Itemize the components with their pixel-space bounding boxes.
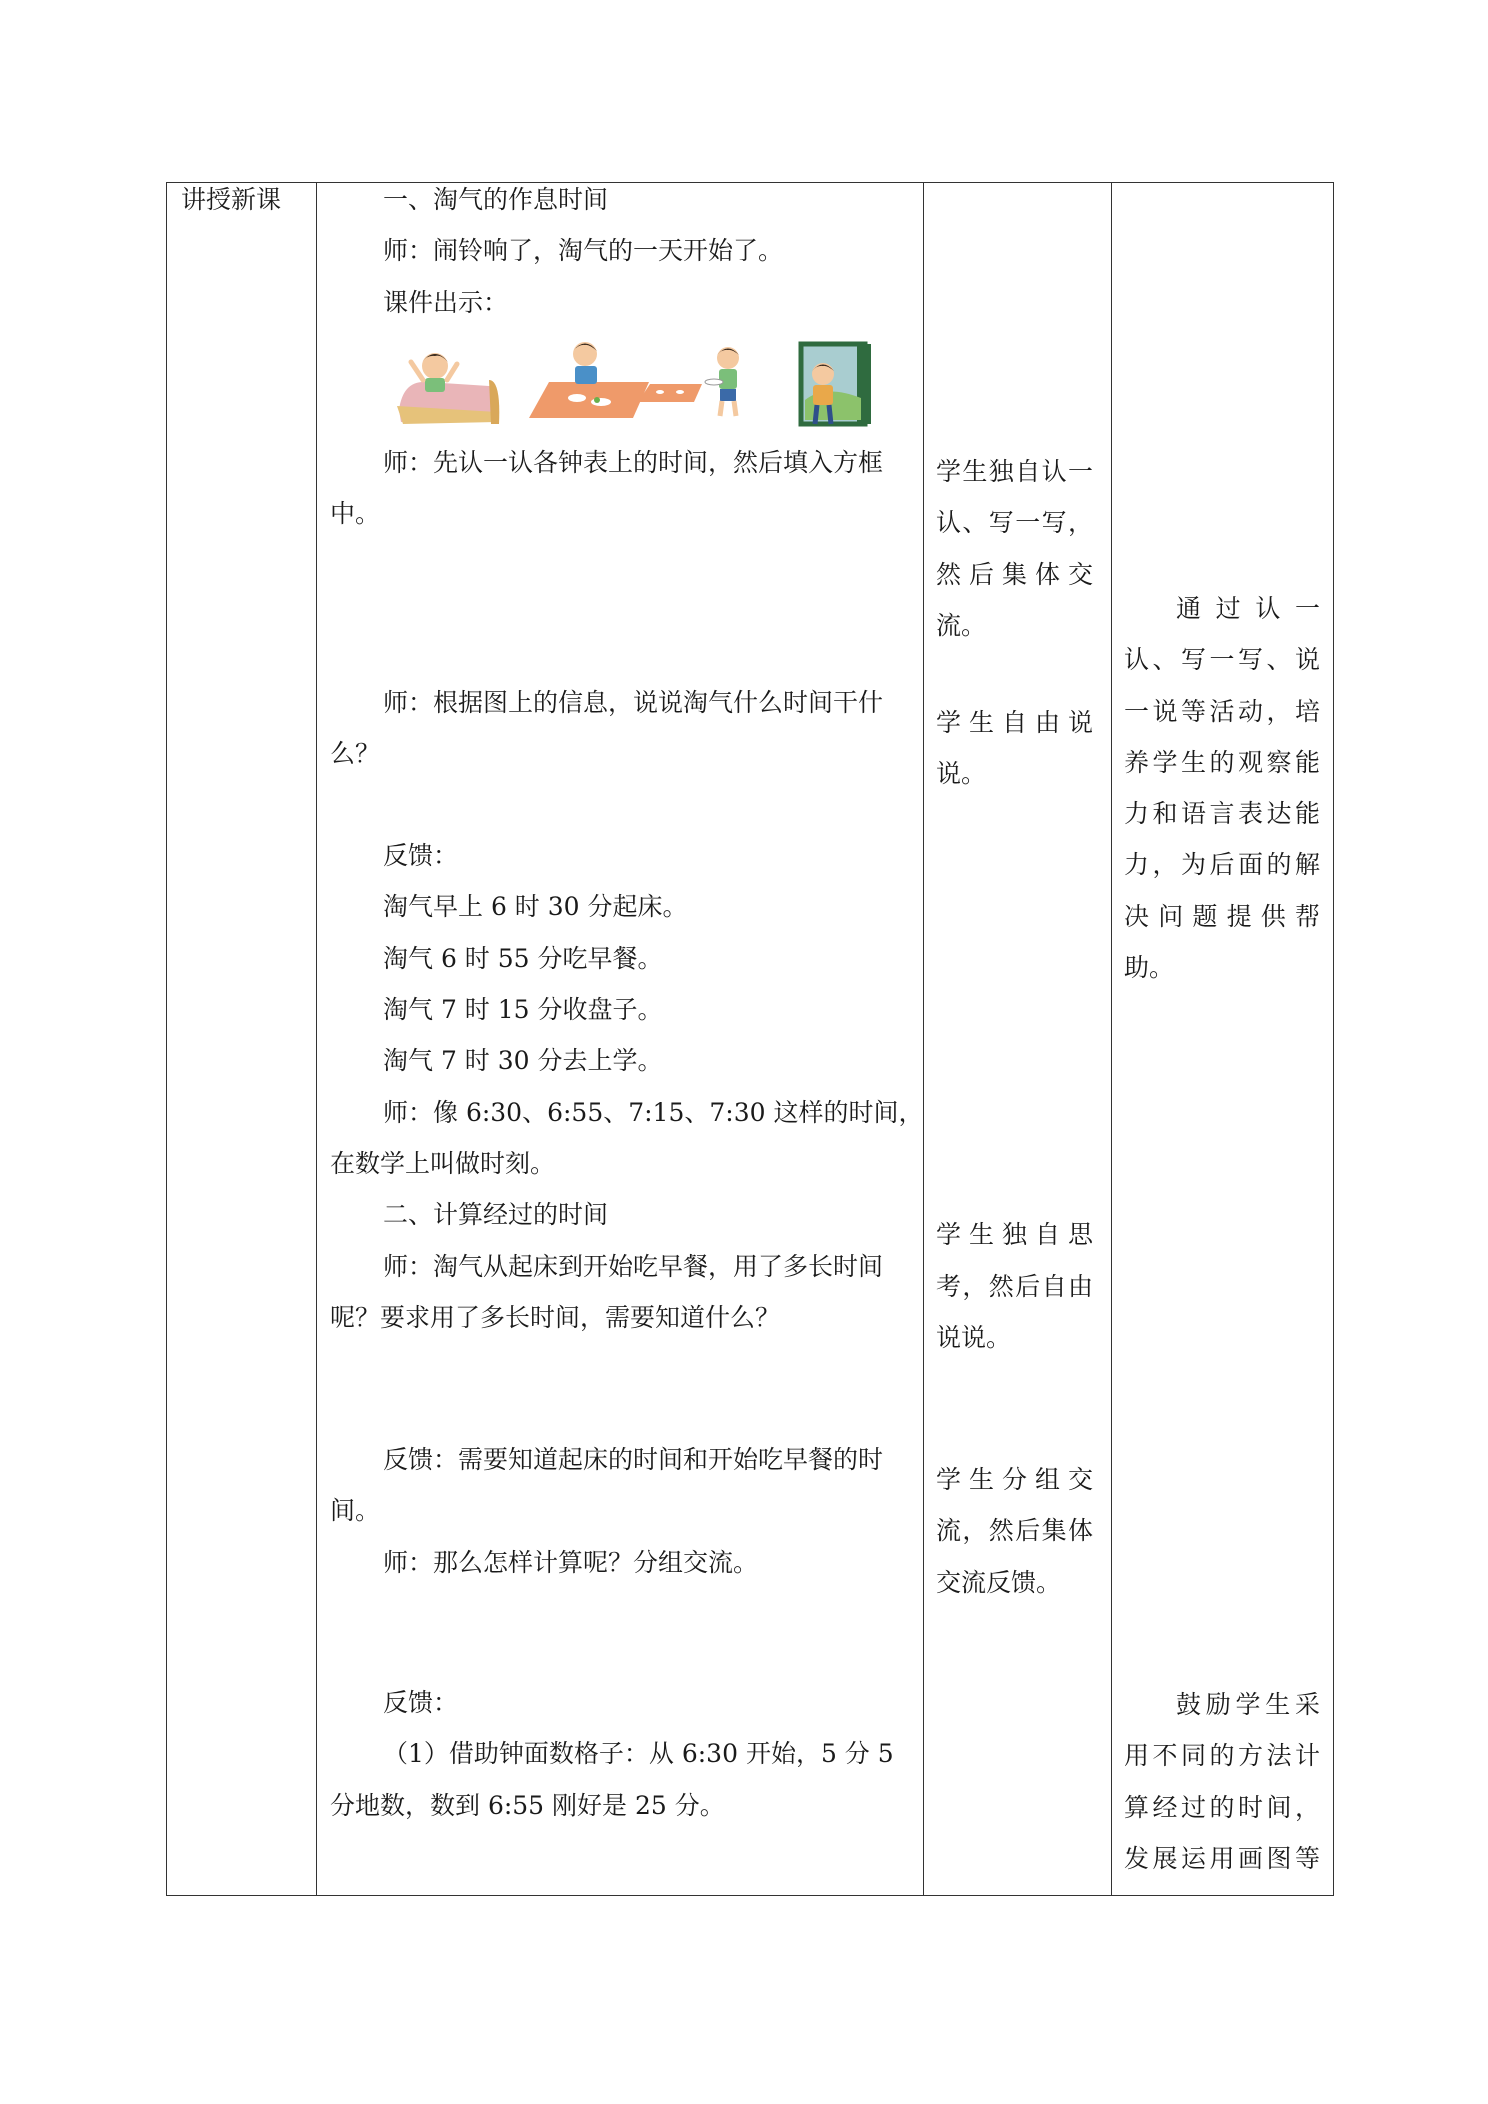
design-intent-line: 通过认一	[1176, 594, 1320, 623]
feedback-label: 反馈：	[383, 841, 459, 870]
student-activity-line: 说说。	[936, 1323, 1012, 1352]
student-activity-line: 学生自由说	[936, 708, 1093, 737]
design-intent-line: 养学生的观察能	[1124, 748, 1320, 777]
design-intent-line: 力，为后面的解	[1124, 850, 1320, 879]
student-activity-line: 认、写一写，	[936, 508, 1093, 537]
design-intent-line: 决问题提供帮	[1124, 902, 1320, 931]
student-activity-line: 流，然后集体	[936, 1516, 1093, 1545]
student-activity-line: 然后集体交	[936, 560, 1093, 589]
design-intent-line: 用不同的方法计	[1124, 1741, 1320, 1770]
feedback-label: 反馈：	[383, 1688, 459, 1717]
content-line: 师：根据图上的信息，说说淘气什么时间干什	[383, 688, 884, 717]
boy-clearing-plates-illustration	[636, 344, 756, 424]
content-line: 师：像 6:30、6:55、7:15、7:30 这样的时间，	[383, 1098, 924, 1127]
content-line: （1）借助钟面数格子：从 6:30 开始，5 分 5	[383, 1739, 894, 1768]
content-line: 师：闹铃响了，淘气的一天开始了。	[383, 236, 784, 265]
content-line: 在数学上叫做时刻。	[330, 1149, 556, 1178]
content-line: 师：那么怎样计算呢？分组交流。	[383, 1548, 759, 1577]
student-activity-line: 交流反馈。	[936, 1568, 1062, 1597]
student-activity-line: 流。	[936, 611, 987, 640]
student-activity-line: 学生独自思	[936, 1220, 1093, 1249]
design-intent-line: 算经过的时间，	[1124, 1793, 1320, 1822]
content-line: 师：淘气从起床到开始吃早餐，用了多长时间	[383, 1252, 884, 1281]
content-line: 么？	[330, 739, 381, 768]
content-line: 中。	[330, 499, 381, 528]
lesson-table	[166, 182, 1334, 1896]
boy-leaving-through-door-illustration	[795, 340, 883, 428]
design-intent-line: 鼓励学生采	[1176, 1690, 1320, 1719]
student-activity-line: 说。	[936, 759, 987, 788]
design-intent-line: 力和语言表达能	[1124, 799, 1320, 828]
content-line: 淘气 7 时 30 分去上学。	[383, 1046, 663, 1075]
content-line: 淘气 6 时 55 分吃早餐。	[383, 944, 663, 973]
design-intent-line: 助。	[1124, 953, 1175, 982]
column-divider	[923, 183, 924, 1895]
column-divider	[316, 183, 317, 1895]
content-line: 间。	[330, 1496, 381, 1525]
student-activity-line: 考，然后自由	[936, 1272, 1093, 1301]
content-line: 反馈：需要知道起床的时间和开始吃早餐的时	[383, 1445, 884, 1474]
content-line: 分地数，数到 6:55 刚好是 25 分。	[330, 1791, 725, 1820]
student-activity-line: 学生独自认一	[936, 457, 1093, 486]
content-line: 呢？要求用了多长时间，需要知道什么？	[330, 1303, 781, 1332]
content-line: 淘气 7 时 15 分收盘子。	[383, 995, 663, 1024]
content-line: 淘气早上 6 时 30 分起床。	[383, 892, 688, 921]
design-intent-line: 认、写一写、说	[1124, 645, 1320, 674]
boy-eating-breakfast-illustration	[523, 336, 653, 428]
design-intent-line: 发展运用画图等	[1124, 1844, 1320, 1873]
boy-waking-in-bed-illustration	[393, 340, 503, 428]
heading-2: 二、计算经过的时间	[383, 1200, 609, 1229]
column-divider	[1111, 183, 1112, 1895]
design-intent-line: 一说等活动，培	[1124, 697, 1320, 726]
heading-1: 一、淘气的作息时间	[383, 185, 609, 214]
student-activity-line: 学生分组交	[936, 1465, 1093, 1494]
content-line: 师：先认一认各钟表上的时间，然后填入方框	[383, 448, 884, 477]
section-label: 讲授新课	[181, 185, 282, 214]
content-line: 课件出示：	[383, 288, 509, 317]
